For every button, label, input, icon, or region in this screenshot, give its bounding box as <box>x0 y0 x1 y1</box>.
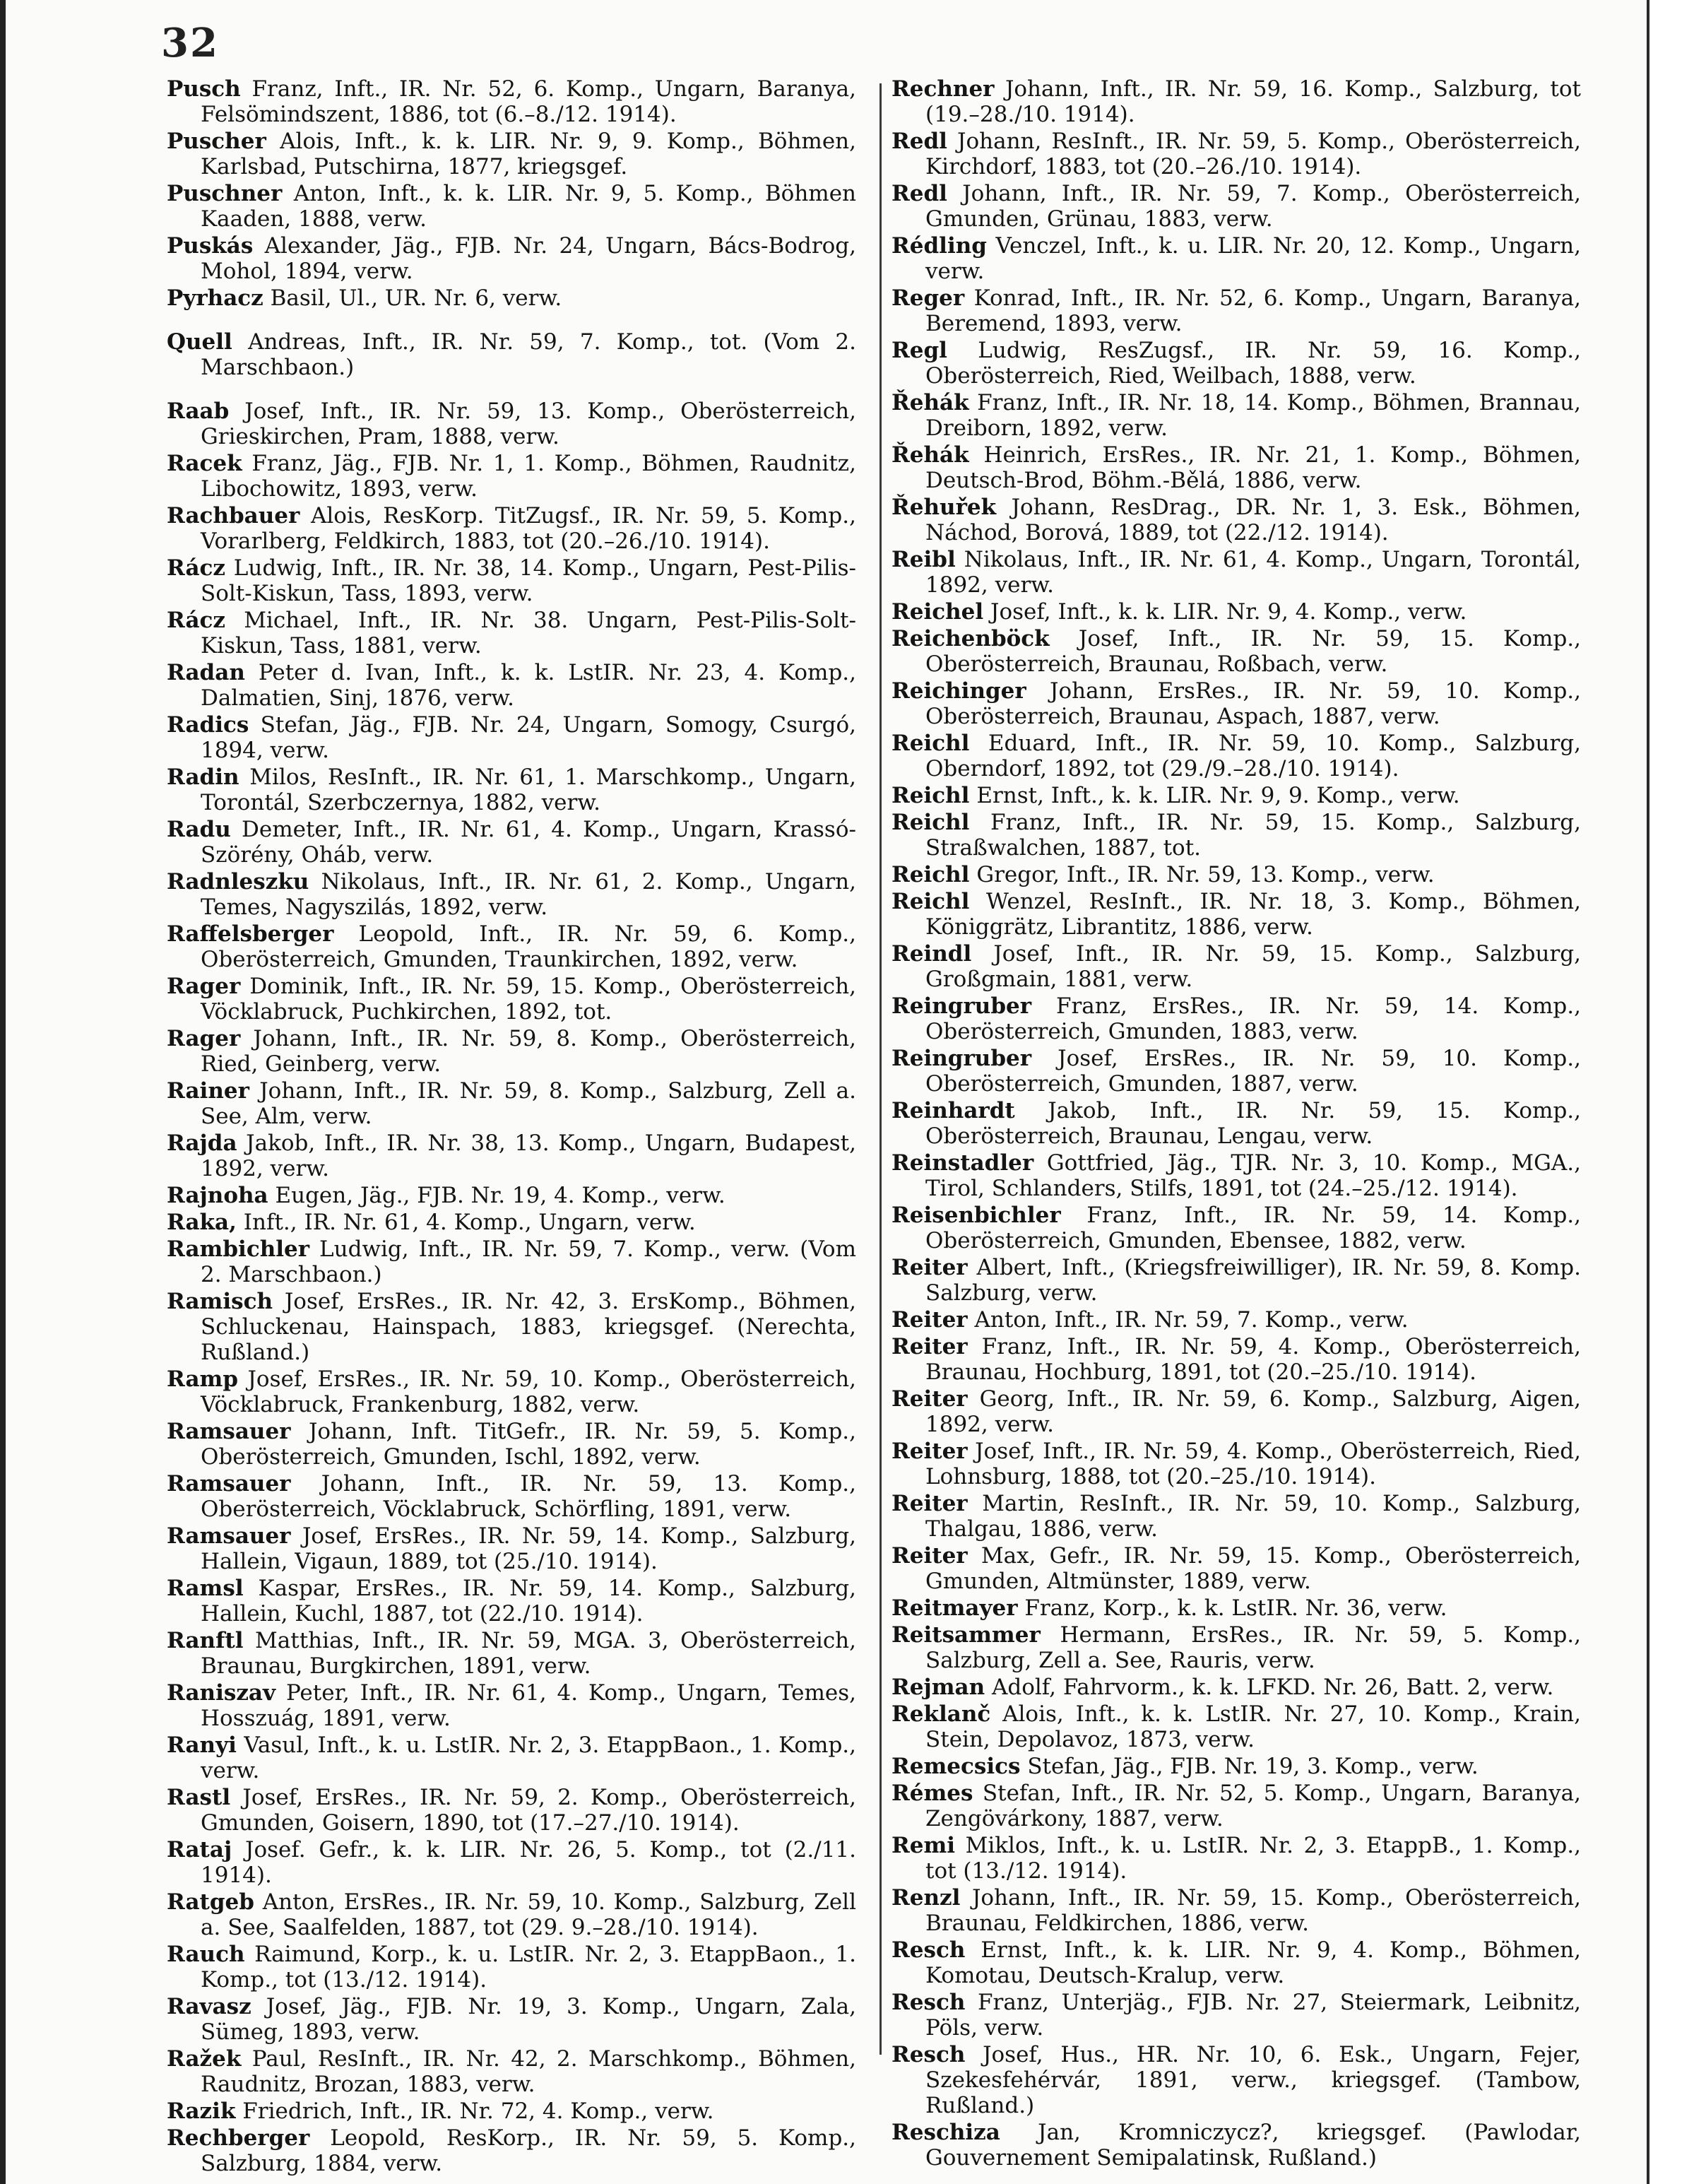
list-entry <box>891 626 1581 677</box>
entry-details: Josef, Hus., HR. Nr. 10, 6. Esk., Ungarn, Fejer, Szekesfehérvár, 1891, verw., kriegsgef. (Tambow, Rußland.) <box>925 2042 1581 2118</box>
list-entry <box>891 783 1581 808</box>
list-entry <box>167 1289 856 1365</box>
list-entry <box>891 1098 1581 1149</box>
list-entry <box>167 233 856 284</box>
list-entry <box>891 1885 1581 1936</box>
entry-surname: Remecsics <box>891 1754 1021 1779</box>
entry-surname: Rager <box>167 974 241 999</box>
entry-details: Max, Gefr., IR. Nr. 59, 15. Komp., Oberösterreich, Gmunden, Altmünster, 1889, verw. <box>925 1543 1581 1594</box>
entry-surname: Reingruber <box>891 993 1032 1019</box>
entry-details: Matthias, Inft., IR. Nr. 59, MGA. 3, Oberösterreich, Braunau, Burgkirchen, 1891, verw. <box>201 1628 856 1679</box>
entry-surname: Rechberger <box>167 2125 310 2151</box>
entry-surname: Puschner <box>167 181 283 206</box>
list-entry <box>891 599 1581 625</box>
entry-surname: Reiter <box>891 1386 968 1412</box>
entry-details: Paul, ResInft., IR. Nr. 42, 2. Marschkomp., Böhmen, Raudnitz, Brozan, 1883, verw. <box>201 2046 857 2097</box>
list-entry <box>167 1419 856 1470</box>
list-entry <box>167 869 856 920</box>
list-entry <box>167 1078 856 1129</box>
entry-details: Josef, Inft., IR. Nr. 59, 13. Komp., Oberösterreich, Grieskirchen, Pram, 1888, verw. <box>201 399 856 449</box>
entry-details: Georg, Inft., IR. Nr. 59, 6. Komp., Salzburg, Aigen, 1892, verw. <box>925 1386 1581 1437</box>
entry-details: Leopold, ResKorp., IR. Nr. 59, 5. Komp., Salzburg, 1884, verw. <box>201 2125 856 2176</box>
entry-surname: Reichinger <box>891 678 1026 704</box>
entry-details: Hermann, ErsRes., IR. Nr. 59, 5. Komp., Salzburg, Zell a. See, Rauris, verw. <box>925 1622 1582 1673</box>
entry-details: Johann, Inft., IR. Nr. 59, 8. Komp., Oberösterreich, Ried, Geinberg, verw. <box>201 1026 856 1077</box>
list-entry <box>167 765 856 815</box>
entry-surname: Rechner <box>891 76 995 102</box>
entry-surname: Reichenböck <box>891 626 1050 651</box>
entry-details: Anton, ErsRes., IR. Nr. 59, 10. Komp., Salzburg, Zell a. See, Saalfelden, 1887, tot (29. 9.–28./10. 1914). <box>201 1889 856 1940</box>
entry-surname: Racek <box>167 451 242 476</box>
entry-surname: Remi <box>891 1833 956 1858</box>
list-entry <box>167 555 856 606</box>
entry-surname: Radin <box>167 765 239 790</box>
entry-details: Franz, Inft., IR. Nr. 59, 15. Komp., Salzburg, Straßwalchen, 1887, tot. <box>925 810 1581 861</box>
entry-surname: Rataj <box>167 1837 232 1863</box>
list-entry <box>167 1837 856 1888</box>
list-entry <box>167 2099 856 2124</box>
entry-details: Eugen, Jäg., FJB. Nr. 19, 4. Komp., verw. <box>275 1183 725 1208</box>
entry-details: Josef, Inft., IR. Nr. 59, 15. Komp., Oberösterreich, Braunau, Roßbach, verw. <box>925 626 1582 677</box>
entry-surname: Reiter <box>891 1543 968 1569</box>
entry-details: Jakob, Inft., IR. Nr. 38, 13. Komp., Ungarn, Budapest, 1892, verw. <box>201 1131 856 1181</box>
entry-details: Josef, Inft., k. k. LIR. Nr. 9, 4. Komp., verw. <box>990 599 1467 625</box>
entry-surname: Rastl <box>167 1785 231 1810</box>
entry-surname: Reiter <box>891 1334 968 1359</box>
list-entry <box>891 889 1581 940</box>
entry-details: Wenzel, ResInft., IR. Nr. 18, 3. Komp., Böhmen, Königgrätz, Librantitz, 1886, verw. <box>925 889 1582 940</box>
entry-details: Adolf, Fahrvorm., k. k. LFKD. Nr. 26, Batt. 2, verw. <box>992 1675 1554 1700</box>
entry-details: Johann, ResInft., IR. Nr. 59, 5. Komp., Oberösterreich, Kirchdorf, 1883, tot (20.–26./10. 1914). <box>925 129 1581 179</box>
entry-details: Franz, ErsRes., IR. Nr. 59, 14. Komp., Oberösterreich, Gmunden, 1883, verw. <box>925 993 1581 1044</box>
entry-details: Ludwig, ResZugsf., IR. Nr. 59, 16. Komp., Oberösterreich, Ried, Weilbach, 1888, verw. <box>925 338 1582 389</box>
list-entry <box>891 1150 1581 1201</box>
entry-details: Konrad, Inft., IR. Nr. 52, 6. Komp., Ungarn, Baranya, Beremend, 1893, verw. <box>925 285 1581 336</box>
list-entry <box>167 181 856 232</box>
list-entry <box>167 2125 856 2176</box>
entry-details: Josef, ErsRes., IR. Nr. 59, 2. Komp., Oberösterreich, Gmunden, Goisern, 1890, tot (17.–27./10. 1914). <box>201 1785 857 1836</box>
entry-surname: Reichl <box>891 889 970 914</box>
scan-margin-right <box>1647 0 1706 2184</box>
entry-surname: Rédling <box>891 233 987 259</box>
list-entry <box>891 1255 1581 1306</box>
entry-details: Eduard, Inft., IR. Nr. 59, 10. Komp., Salzburg, Oberndorf, 1892, tot (29./9.–28./10. 1914). <box>925 731 1581 781</box>
list-entry <box>891 993 1581 1044</box>
list-entry <box>167 285 856 311</box>
entry-details: Franz, Inft., IR. Nr. 59, 4. Komp., Oberösterreich, Braunau, Hochburg, 1891, tot (20.–25./10. 1914). <box>925 1334 1581 1385</box>
entry-surname: Resch <box>891 1937 966 1963</box>
entry-surname: Ranyi <box>167 1733 237 1758</box>
entry-details: Josef, ErsRes., IR. Nr. 42, 3. ErsKomp., Böhmen, Schluckenau, Hainspach, 1883, kriegsgef. (Nerechta, Rußland.) <box>201 1289 857 1365</box>
list-entry <box>891 1334 1581 1385</box>
entry-surname: Resch <box>891 2042 966 2067</box>
entry-surname: Reinhardt <box>891 1098 1015 1123</box>
list-entry <box>167 660 856 711</box>
entry-surname: Ranftl <box>167 1628 244 1653</box>
entry-surname: Rauch <box>167 1942 245 1967</box>
entry-surname: Radan <box>167 660 245 685</box>
entry-surname: Reichel <box>891 599 984 625</box>
list-entry <box>167 1471 856 1522</box>
list-entry <box>891 1675 1581 1700</box>
column-divider <box>879 83 882 2055</box>
entry-details: Josef, ErsRes., IR. Nr. 59, 10. Komp., Oberösterreich, Gmunden, 1887, verw. <box>925 1046 1581 1097</box>
entry-details: Andreas, Inft., IR. Nr. 59, 7. Komp., tot. (Vom 2. Marschbaon.) <box>201 329 857 380</box>
entry-surname: Razik <box>167 2099 236 2124</box>
entry-surname: Rambichler <box>167 1236 310 1262</box>
entry-surname: Reiter <box>891 1491 968 1516</box>
list-entry <box>891 2120 1581 2171</box>
entry-surname: Ražek <box>167 2046 242 2072</box>
entry-details: Miklos, Inft., k. u. LstIR. Nr. 2, 3. EtappB., 1. Komp., tot (13./12. 1914). <box>925 1833 1581 1884</box>
entry-details: Jan, Kromniczycz?, kriegsgef. (Pawlodar, Gouvernement Semipalatinsk, Rußland.) <box>925 2120 1581 2171</box>
entry-details: Johann, ResDrag., DR. Nr. 1, 3. Esk., Böhmen, Náchod, Borová, 1889, tot (22./12. 1914). <box>925 495 1582 545</box>
entry-surname: Redl <box>891 181 947 206</box>
entry-surname: Reschiza <box>891 2120 1000 2145</box>
list-entry <box>167 1994 856 2045</box>
entry-surname: Reitsammer <box>891 1622 1041 1648</box>
entry-details: Franz, Jäg., FJB. Nr. 1, 1. Komp., Böhmen, Raudnitz, Libochowitz, 1893, verw. <box>201 451 856 502</box>
entry-details: Stefan, Jäg., FJB. Nr. 24, Ungarn, Somogy, Csurgó, 1894, verw. <box>201 712 856 763</box>
entry-surname: Ramsauer <box>167 1471 291 1497</box>
list-entry <box>891 495 1581 545</box>
entry-surname: Reindl <box>891 941 972 967</box>
entry-surname: Ramp <box>167 1367 239 1392</box>
entry-surname: Řehák <box>891 442 969 468</box>
entry-surname: Ravasz <box>167 1994 251 2019</box>
list-entry <box>167 399 856 449</box>
entry-details: Johann, Inft., IR. Nr. 59, 16. Komp., Salzburg, tot (19.–28./10. 1914). <box>925 76 1581 127</box>
list-entry <box>891 129 1581 179</box>
left-column <box>167 76 856 2178</box>
list-entry <box>891 1622 1581 1673</box>
list-entry <box>167 1942 856 1993</box>
entry-details: Franz, Unterjäg., FJB. Nr. 27, Steiermark, Leibnitz, Pöls, verw. <box>925 1990 1581 2041</box>
list-entry <box>891 547 1581 598</box>
list-entry <box>891 338 1581 389</box>
entry-details: Peter, Inft., IR. Nr. 61, 4. Komp., Ungarn, Temes, Hosszuág, 1891, verw. <box>201 1680 856 1731</box>
entry-surname: Radnleszku <box>167 869 309 895</box>
entry-details: Franz, Korp., k. k. LstIR. Nr. 36, verw. <box>1024 1595 1447 1621</box>
entry-details: Johann, Inft., IR. Nr. 59, 7. Komp., Oberösterreich, Gmunden, Grünau, 1883, verw. <box>925 181 1581 232</box>
entry-details: Johann, Inft., IR. Nr. 59, 15. Komp., Oberösterreich, Braunau, Feldkirchen, 1886, verw. <box>925 1885 1581 1936</box>
entry-surname: Reisenbichler <box>891 1203 1061 1228</box>
entry-surname: Pyrhacz <box>167 285 263 311</box>
entry-details: Ernst, Inft., k. k. LIR. Nr. 9, 9. Komp., verw. <box>976 783 1460 808</box>
entry-details: Josef, ErsRes., IR. Nr. 59, 10. Komp., Oberösterreich, Vöcklabruck, Frankenburg, 1882, verw. <box>201 1367 856 1417</box>
right-column <box>891 76 1581 2172</box>
entry-details: Anton, Inft., k. k. LIR. Nr. 9, 5. Komp., Böhmen Kaaden, 1888, verw. <box>201 181 857 232</box>
list-entry <box>167 1628 856 1679</box>
list-entry <box>167 1889 856 1940</box>
entry-surname: Reingruber <box>891 1046 1032 1071</box>
entry-surname: Regl <box>891 338 947 363</box>
entry-surname: Ramsl <box>167 1576 244 1601</box>
list-entry <box>167 1680 856 1731</box>
entry-details: Johann, Inft. TitGefr., IR. Nr. 59, 5. Komp., Oberösterreich, Gmunden, Ischl, 1892, verw. <box>201 1419 857 1470</box>
list-entry <box>167 1367 856 1417</box>
entry-details: Demeter, Inft., IR. Nr. 61, 4. Komp., Ungarn, Krassó-Szörény, Oháb, verw. <box>201 817 856 868</box>
entry-details: Franz, Inft., IR. Nr. 59, 14. Komp., Oberösterreich, Gmunden, Ebensee, 1882, verw. <box>925 1203 1581 1253</box>
entry-surname: Quell <box>167 329 232 355</box>
list-entry <box>891 233 1581 284</box>
list-entry <box>167 1733 856 1783</box>
list-entry <box>891 1990 1581 2041</box>
list-entry <box>891 390 1581 441</box>
entry-details: Alois, ResKorp. TitZugsf., IR. Nr. 59, 5. Komp., Vorarlberg, Feldkirch, 1883, tot (20.–26./10. 1914). <box>201 503 856 554</box>
list-entry <box>891 1307 1581 1333</box>
list-entry <box>167 1576 856 1627</box>
entry-surname: Rejman <box>891 1675 985 1700</box>
entry-surname: Ramsauer <box>167 1523 291 1549</box>
entry-surname: Raab <box>167 399 230 424</box>
entry-details: Martin, ResInft., IR. Nr. 59, 10. Komp., Salzburg, Thalgau, 1886, verw. <box>925 1491 1582 1542</box>
entry-surname: Reitmayer <box>891 1595 1018 1621</box>
list-entry <box>167 1210 856 1235</box>
list-entry <box>891 1439 1581 1489</box>
page-number: 32 <box>161 20 219 66</box>
entry-surname: Pusch <box>167 76 241 102</box>
list-entry <box>891 181 1581 232</box>
entry-details: Basil, Ul., UR. Nr. 6, verw. <box>270 285 562 311</box>
list-entry <box>891 1781 1581 1831</box>
entry-surname: Rainer <box>167 1078 249 1104</box>
list-entry <box>891 1833 1581 1884</box>
list-entry <box>891 941 1581 992</box>
entry-details: Johann, Inft., IR. Nr. 59, 8. Komp., Salzburg, Zell a. See, Alm, verw. <box>201 1078 856 1129</box>
entry-details: Josef, ErsRes., IR. Nr. 59, 14. Komp., Salzburg, Hallein, Vigaun, 1889, tot (25./10. 1914). <box>201 1523 856 1574</box>
list-entry <box>167 974 856 1025</box>
list-entry <box>167 1785 856 1836</box>
list-entry <box>891 2042 1581 2118</box>
list-entry <box>891 76 1581 127</box>
entry-surname: Reichl <box>891 862 970 887</box>
entry-surname: Řehák <box>891 390 969 415</box>
list-entry <box>167 1183 856 1208</box>
list-entry <box>891 1386 1581 1437</box>
entry-details: Gottfried, Jäg., TJR. Nr. 3, 10. Komp., MGA., Tirol, Schlanders, Stilfs, 1891, tot (24.–25./12. 1914). <box>925 1150 1582 1201</box>
list-entry <box>167 451 856 502</box>
entry-details: Leopold, Inft., IR. Nr. 59, 6. Komp., Oberösterreich, Gmunden, Traunkirchen, 1892, verw. <box>201 921 857 972</box>
entry-surname: Reiter <box>891 1307 968 1333</box>
entry-details: Milos, ResInft., IR. Nr. 61, 1. Marschkomp., Ungarn, Torontál, Szerbczernya, 1882, verw. <box>201 765 856 815</box>
list-entry <box>891 1046 1581 1097</box>
entry-details: Anton, Inft., IR. Nr. 59, 7. Komp., verw. <box>974 1307 1409 1333</box>
scan-edge-right <box>1647 0 1649 2184</box>
entry-details: Inft., IR. Nr. 61, 4. Komp., Ungarn, verw. <box>243 1210 696 1235</box>
entry-details: Dominik, Inft., IR. Nr. 59, 15. Komp., Oberösterreich, Vöcklabruck, Puchkirchen, 1892, tot. <box>201 974 856 1025</box>
list-entry <box>891 1595 1581 1621</box>
entry-details: Johann, ErsRes., IR. Nr. 59, 10. Komp., Oberösterreich, Braunau, Aspach, 1887, verw. <box>925 678 1581 729</box>
list-entry <box>167 1236 856 1287</box>
entry-surname: Reklanč <box>891 1701 991 1727</box>
entry-details: Raimund, Korp., k. u. LstIR. Nr. 2, 3. EtappBaon., 1. Komp., tot (13./12. 1914). <box>201 1942 856 1993</box>
entry-surname: Rácz <box>167 555 226 581</box>
entry-details: Michael, Inft., IR. Nr. 38. Ungarn, Pest-Pilis-Solt-Kiskun, Tass, 1881, verw. <box>201 608 856 659</box>
entry-surname: Reger <box>891 285 965 311</box>
entry-surname: Rácz <box>167 608 226 633</box>
list-entry <box>891 731 1581 781</box>
entry-details: Josef, Inft., IR. Nr. 59, 15. Komp., Salzburg, Großgmain, 1881, verw. <box>925 941 1582 992</box>
scan-edge-left <box>0 0 6 2184</box>
entry-surname: Redl <box>891 129 947 154</box>
list-entry <box>167 608 856 659</box>
entry-details: Josef, Inft., IR. Nr. 59, 4. Komp., Oberösterreich, Ried, Lohnsburg, 1888, tot (20.–25./10. 1914). <box>925 1439 1582 1489</box>
entry-details: Alois, Inft., k. k. LstIR. Nr. 27, 10. Komp., Krain, Stein, Depolavoz, 1873, verw. <box>925 1701 1581 1752</box>
entry-surname: Ratgeb <box>167 1889 254 1915</box>
entry-surname: Puscher <box>167 129 266 154</box>
list-entry <box>891 1203 1581 1253</box>
list-entry <box>167 1026 856 1077</box>
entry-surname: Resch <box>891 1990 966 2015</box>
entry-details: Kaspar, ErsRes., IR. Nr. 59, 14. Komp., Salzburg, Hallein, Kuchl, 1887, tot (22./10. 1914). <box>201 1576 856 1627</box>
entry-surname: Ramisch <box>167 1289 273 1314</box>
entry-details: Stefan, Inft., IR. Nr. 52, 5. Komp., Ungarn, Baranya, Zengövárkony, 1887, verw. <box>925 1781 1581 1831</box>
entry-surname: Reichl <box>891 810 970 835</box>
entry-details: Nikolaus, Inft., IR. Nr. 61, 4. Komp., Ungarn, Torontál, 1892, verw. <box>925 547 1582 598</box>
list-entry <box>167 129 856 179</box>
entry-details: Franz, Inft., IR. Nr. 18, 14. Komp., Böhmen, Brannau, Dreiborn, 1892, verw. <box>925 390 1581 441</box>
list-entry <box>167 329 856 380</box>
entry-surname: Radu <box>167 817 231 842</box>
entry-details: Venczel, Inft., k. u. LIR. Nr. 20, 12. Komp., Ungarn, verw. <box>925 233 1581 284</box>
entry-surname: Reichl <box>891 783 970 808</box>
entry-surname: Řehuřek <box>891 495 997 520</box>
list-entry <box>167 817 856 868</box>
entry-surname: Reiter <box>891 1439 968 1464</box>
list-entry <box>891 678 1581 729</box>
list-entry <box>891 862 1581 887</box>
entry-surname: Rachbauer <box>167 503 300 529</box>
entry-details: Johann, Inft., IR. Nr. 59, 13. Komp., Oberösterreich, Vöcklabruck, Schörfling, 1891, verw. <box>201 1471 856 1522</box>
entry-details: Ludwig, Inft., IR. Nr. 59, 7. Komp., verw. (Vom 2. Marschbaon.) <box>201 1236 856 1287</box>
entry-details: Jakob, Inft., IR. Nr. 59, 15. Komp., Oberösterreich, Braunau, Lengau, verw. <box>925 1098 1581 1149</box>
entry-details: Stefan, Jäg., FJB. Nr. 19, 3. Komp., verw. <box>1027 1754 1479 1779</box>
list-entry <box>891 442 1581 493</box>
entry-surname: Rémes <box>891 1781 973 1806</box>
entry-surname: Reinstadler <box>891 1150 1034 1176</box>
entry-details: Josef. Gefr., k. k. LIR. Nr. 26, 5. Komp., tot (2./11. 1914). <box>201 1837 856 1888</box>
entry-surname: Raniszav <box>167 1680 276 1706</box>
list-entry <box>891 810 1581 861</box>
entry-surname: Renzl <box>891 1885 961 1911</box>
list-entry <box>167 503 856 554</box>
entry-surname: Ramsauer <box>167 1419 291 1444</box>
entry-surname: Raka, <box>167 1210 237 1235</box>
entry-surname: Reibl <box>891 547 956 572</box>
list-entry <box>167 2046 856 2097</box>
entry-details: Ernst, Inft., k. k. LIR. Nr. 9, 4. Komp., Böhmen, Komotau, Deutsch-Kralup, verw. <box>925 1937 1581 1988</box>
entry-surname: Rajda <box>167 1131 237 1156</box>
entry-surname: Puskás <box>167 233 254 259</box>
entry-details: Heinrich, ErsRes., IR. Nr. 21, 1. Komp., Böhmen, Deutsch-Brod, Böhm.-Bělá, 1886, verw. <box>925 442 1581 493</box>
entry-details: Alexander, Jäg., FJB. Nr. 24, Ungarn, Bács-Bodrog, Mohol, 1894, verw. <box>201 233 856 284</box>
entry-details: Franz, Inft., IR. Nr. 52, 6. Komp., Ungarn, Baranya, Felsömindszent, 1886, tot (6.–8./12. 1914). <box>201 76 856 127</box>
list-entry <box>167 1131 856 1181</box>
list-entry <box>167 712 856 763</box>
list-entry <box>167 921 856 972</box>
entry-details: Vasul, Inft., k. u. LstIR. Nr. 2, 3. EtappBaon., 1. Komp., verw. <box>201 1733 857 1783</box>
list-entry <box>891 1937 1581 1988</box>
list-entry <box>167 76 856 127</box>
list-entry <box>167 1523 856 1574</box>
entry-details: Alois, Inft., k. k. LIR. Nr. 9, 9. Komp., Böhmen, Karlsbad, Putschirna, 1877, kriegsgef. <box>201 129 856 179</box>
entry-details: Albert, Inft., (Kriegsfreiwilliger), IR. Nr. 59, 8. Komp. Salzburg, verw. <box>925 1255 1581 1306</box>
entry-surname: Rager <box>167 1026 241 1051</box>
entry-surname: Radics <box>167 712 249 738</box>
entry-details: Friedrich, Inft., IR. Nr. 72, 4. Komp., verw. <box>242 2099 714 2124</box>
entry-details: Gregor, Inft., IR. Nr. 59, 13. Komp., verw. <box>976 862 1435 887</box>
entry-details: Peter d. Ivan, Inft., k. k. LstIR. Nr. 23, 4. Komp., Dalmatien, Sinj, 1876, verw. <box>201 660 856 711</box>
list-entry <box>891 1543 1581 1594</box>
list-entry <box>891 1754 1581 1779</box>
list-entry <box>891 285 1581 336</box>
entry-details: Nikolaus, Inft., IR. Nr. 61, 2. Komp., Ungarn, Temes, Nagyszilás, 1892, verw. <box>201 869 856 920</box>
entry-details: Josef, Jäg., FJB. Nr. 19, 3. Komp., Ungarn, Zala, Sümeg, 1893, verw. <box>201 1994 856 2045</box>
entry-surname: Raffelsberger <box>167 921 334 947</box>
entry-details: Ludwig, Inft., IR. Nr. 38, 14. Komp., Ungarn, Pest-Pilis-Solt-Kiskun, Tass, 1893, verw. <box>201 555 857 606</box>
entry-surname: Reiter <box>891 1255 968 1280</box>
entry-surname: Rajnoha <box>167 1183 268 1208</box>
list-entry <box>891 1701 1581 1752</box>
entry-surname: Reichl <box>891 731 970 756</box>
list-entry <box>891 1491 1581 1542</box>
